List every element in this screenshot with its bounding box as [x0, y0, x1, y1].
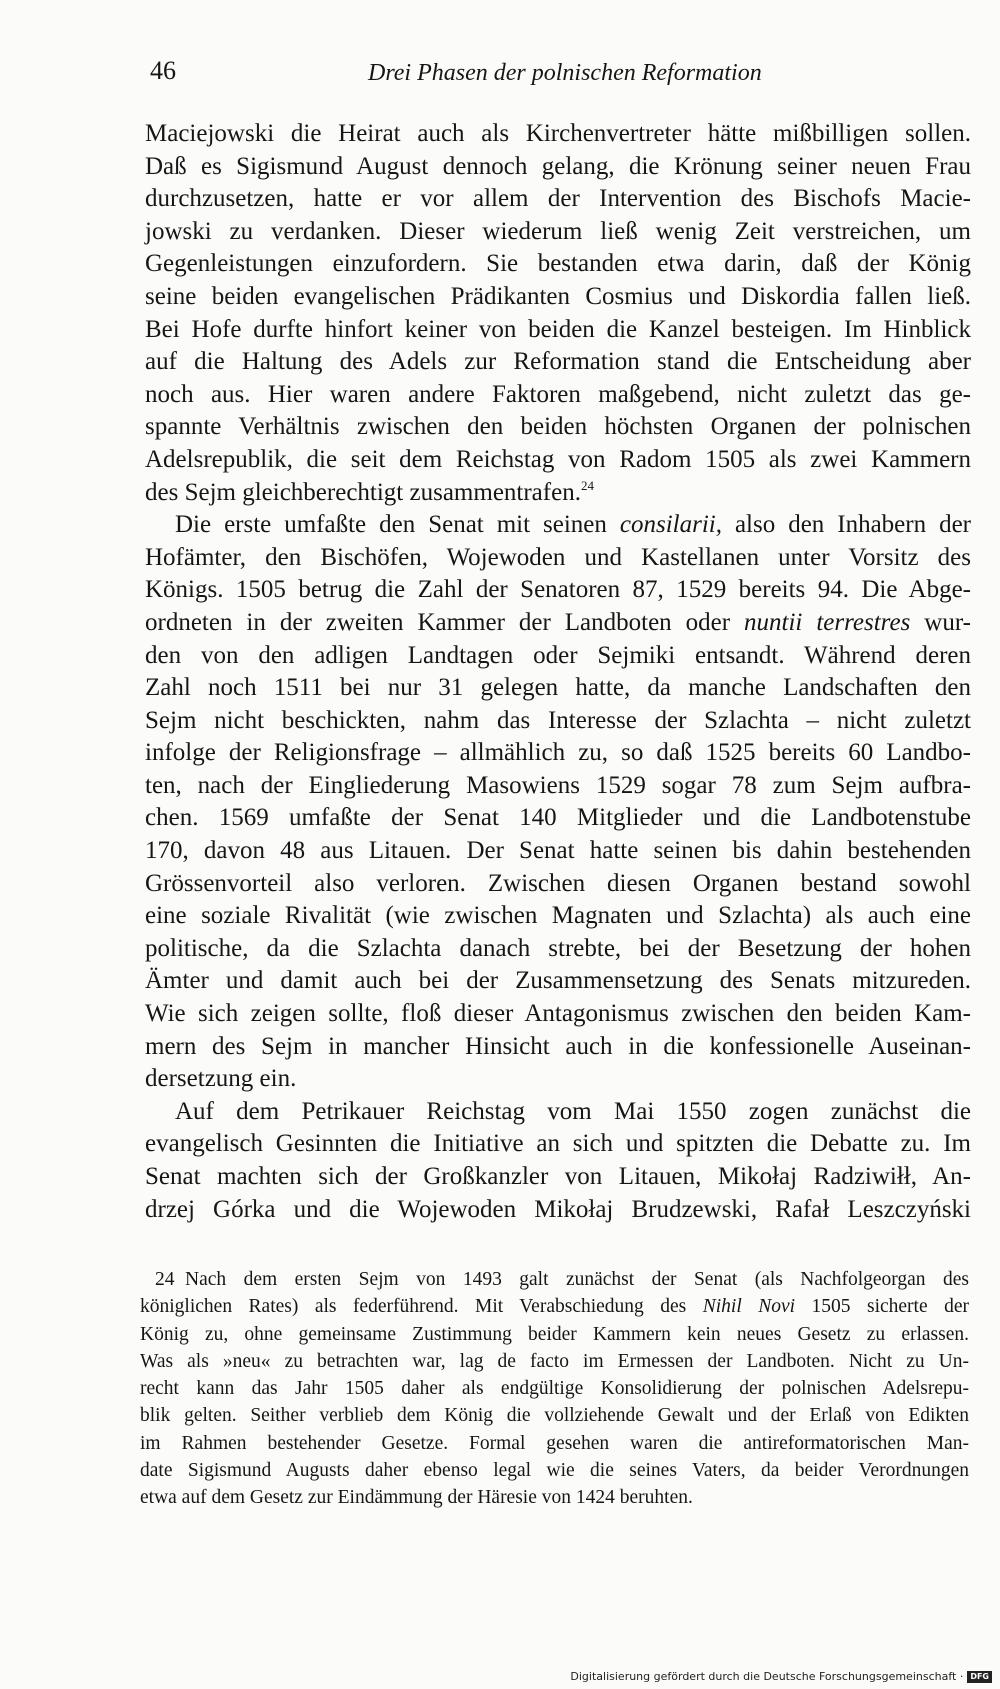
text-fragment: königlichen Rates) als federführend. Mit Verabschiedung des: [140, 1296, 703, 1318]
digitization-credit: [570, 1670, 992, 1684]
text-line: [145, 607, 971, 640]
page-number: 46: [150, 56, 176, 85]
text-line: Sejm nicht beschickten, nahm das Interesse der Szlachta – nicht zuletzt: [145, 706, 971, 734]
text-line: Zahl noch 1511 bei nur 31 gelegen hatte, da manche Landschaften den: [145, 674, 971, 702]
text-line: [145, 509, 971, 542]
text-line: Senat machten sich der Großkanzler von Litauen, Mikołaj Radziwiłł, An-: [145, 1163, 971, 1190]
footnote-line: [140, 1293, 969, 1320]
text-line: [145, 477, 971, 510]
body-text: [145, 118, 971, 1226]
text-fragment: des Sejm gleichberechtigt zusammentrafen.: [145, 478, 581, 506]
italic-term: nuntii terrestres: [744, 608, 911, 636]
text-line: Königs. 1505 betrug die Zahl der Senatoren 87, 1529 bereits 94. Die Abge-: [145, 576, 971, 604]
text-line: Adelsrepublik, die seit dem Reichstag von Radom 1505 als zwei Kammern: [145, 445, 971, 473]
text-line: den von den adligen Landtagen oder Sejmiki entsandt. Während deren: [145, 641, 971, 669]
text-line: auf die Haltung des Adels zur Reformation stand die Entscheidung aber: [145, 348, 971, 376]
text-line: infolge der Religionsfrage – allmählich zu, so daß 1525 bereits 60 Landbo-: [145, 739, 971, 767]
footnote-reference[interactable]: 24: [580, 477, 594, 493]
text-line: durchzusetzen, hatte er vor allem der Intervention des Bischofs Macie-: [145, 185, 971, 213]
text-line: jowski zu verdanken. Dieser wiederum ließ wenig Zeit verstreichen, um: [145, 217, 971, 245]
text-line: chen. 1569 umfaßte der Senat 140 Mitglieder und die Landbotenstube: [145, 804, 971, 832]
text-line: Grössenvorteil also verloren. Zwischen diesen Organen bestand sowohl: [145, 869, 971, 897]
footnote-24: [140, 1266, 969, 1512]
dfg-logo: DFG: [967, 1671, 992, 1683]
text-line: Auf dem Petrikauer Reichstag vom Mai 1550 zogen zunächst die: [175, 1097, 971, 1125]
footnote-line: recht kann das Jahr 1505 daher als endgültige Konsolidierung der polnischen Adelsrepu-: [140, 1378, 969, 1400]
footnote-line: im Rahmen bestehender Gesetze. Formal gesehen waren die antireformatorischen Man-: [140, 1432, 969, 1454]
footnote-line: date Sigismund Augusts daher ebenso legal wie die seines Vaters, da beider Verordnungen: [140, 1460, 969, 1482]
italic-term: consilarii,: [619, 511, 722, 539]
text-line: 170, davon 48 aus Litauen. Der Senat hatte seinen bis dahin bestehenden: [145, 837, 971, 865]
footnote-line: König zu, ohne gemeinsame Zustimmung beider Kammern kein neues Gesetz zu erlassen.: [140, 1323, 969, 1345]
text-line: Gegenleistungen einzufordern. Sie bestanden etwa darin, daß der König: [145, 250, 971, 278]
footnote-number: 24: [155, 1269, 175, 1290]
text-fragment: 1505 sicherte der: [795, 1296, 969, 1318]
text-line: spannte Verhältnis zwischen den beiden höchsten Organen der polnischen: [145, 413, 971, 441]
footnote-line: Was als »neu« zu betrachten war, lag de facto im Ermessen der Landboten. Nicht zu Un-: [140, 1350, 969, 1372]
text-fragment: also den Inhabern der: [721, 511, 971, 539]
text-line: Bei Hofe durfte hinfort keiner von beiden die Kanzel besteigen. Im Hinblick: [145, 315, 971, 343]
text-line: politische, da die Szlachta danach strebte, bei der Besetzung der hohen: [145, 934, 971, 962]
running-head: Drei Phasen der polnischen Reformation: [368, 60, 762, 86]
text-line: Hofämter, den Bischöfen, Wojewoden und Kastellanen unter Vorsitz des: [145, 543, 971, 571]
text-line: drzej Górka und die Wojewoden Mikołaj Brudzewski, Rafał Leszczyński: [145, 1195, 971, 1223]
text-line: evangelisch Gesinnten die Initiative an sich und spitzten die Debatte zu. Im: [145, 1130, 971, 1158]
text-line: Ämter und damit auch bei der Zusammensetzung des Senats mitzureden.: [145, 967, 971, 995]
credit-text: Digitalisierung gefördert durch die Deutsche Forschungsgemeinschaft ·: [570, 1670, 964, 1683]
text-line: mern des Sejm in mancher Hinsicht auch in die konfessionelle Auseinan-: [145, 1032, 971, 1060]
text-line: ten, nach der Eingliederung Masowiens 1529 sogar 78 zum Sejm aufbra-: [145, 771, 971, 799]
italic-term: Nihil Novi: [702, 1296, 796, 1318]
text-line: seine beiden evangelischen Prädikanten Cosmius und Diskordia fallen ließ.: [145, 282, 971, 310]
footnote-line: etwa auf dem Gesetz zur Eindämmung der Häresie von 1424 beruhten.: [140, 1487, 693, 1509]
text-line: Daß es Sigismund August dennoch gelang, die Krönung seiner neuen Frau: [145, 152, 971, 180]
text-line: Maciejowski die Heirat auch als Kirchenvertreter hätte mißbilligen sollen.: [145, 120, 971, 147]
text-fragment: ordneten in der zweiten Kammer der Landboten oder: [145, 608, 745, 636]
text-line: eine soziale Rivalität (wie zwischen Magnaten und Szlachta) als auch eine: [145, 902, 971, 930]
footnote-line: Nach dem ersten Sejm von 1493 galt zunächst der Senat (als Nachfolgeorgan des: [185, 1269, 969, 1290]
footnote-line: blik gelten. Seither verblieb dem König die vollziehende Gewalt und der Erlaß von Edikten: [140, 1405, 969, 1427]
text-line: noch aus. Hier waren andere Faktoren maßgebend, nicht zuletzt das ge-: [145, 380, 971, 408]
text-fragment: Die erste umfaßte den Senat mit seinen: [175, 511, 620, 539]
text-line: Wie sich zeigen sollte, floß dieser Antagonismus zwischen den beiden Kam-: [145, 1000, 971, 1028]
text-fragment: wur-: [910, 608, 971, 636]
text-line: dersetzung ein.: [145, 1065, 297, 1093]
